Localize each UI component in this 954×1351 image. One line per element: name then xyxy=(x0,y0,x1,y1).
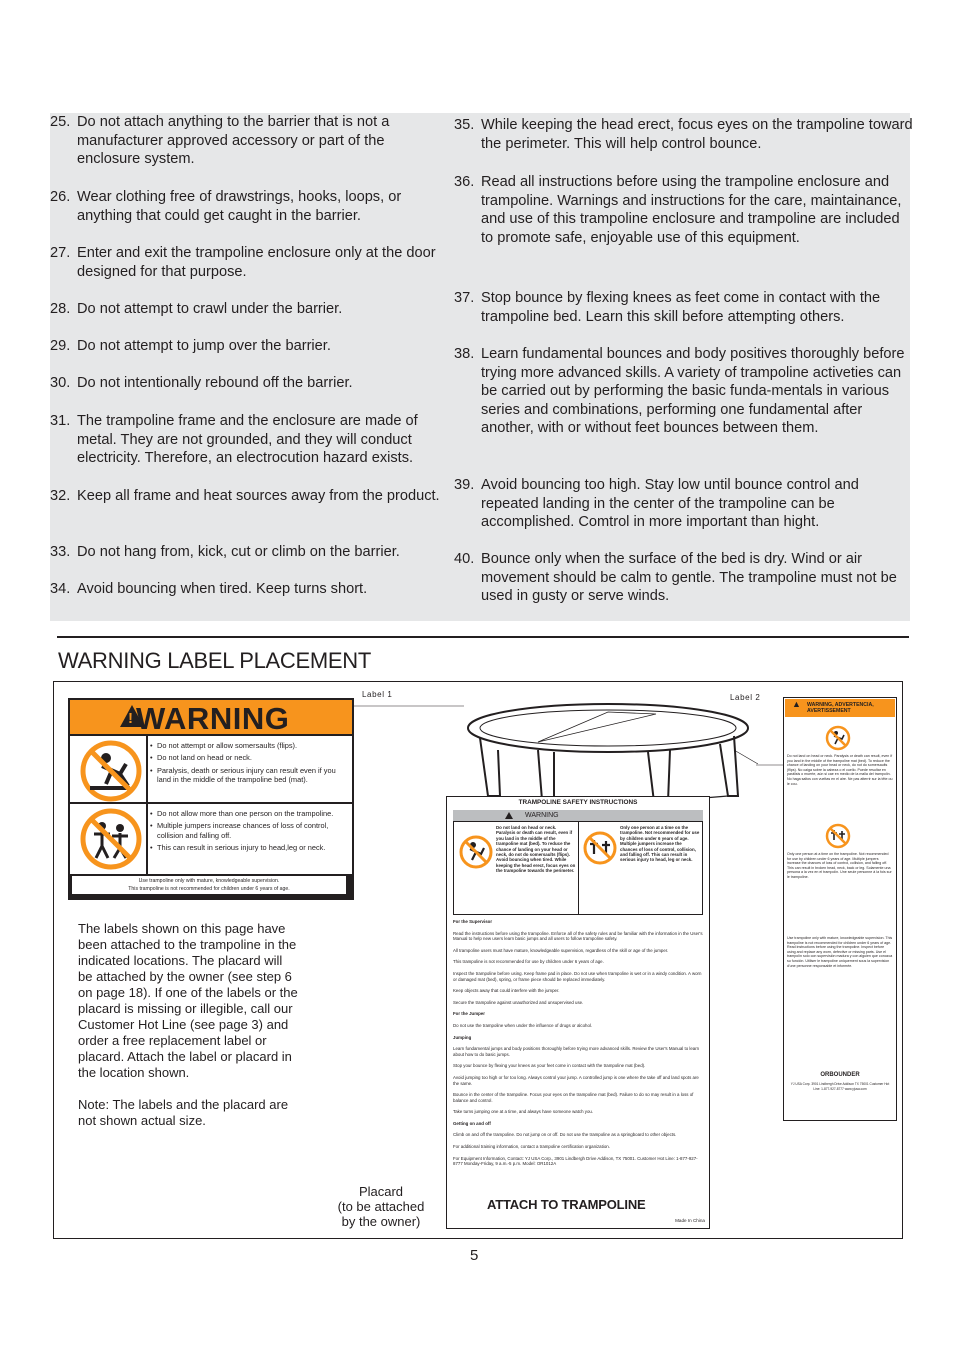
list-item: 33. Do not hang from, kick, cut or climb on the barrier. xyxy=(50,544,400,560)
placard-body: For the Supervisor Read the instructions before using the trampoline. Enforce all of the safety rules and be familiar with the information in the User's Manual to help new users learn basic jumps and all users to follow trampoline safety. All trampoline users must have mature, knowledgeable supervision, regardless of the skill or age of the jumper. This trampoline is not recommended for use by children under 6 years of age. Inspect the trampoline before using. Keep frame pad in place. Do not use when trampoline is wet or in a windy condition. A worn or damaged mat (bed), spring, or frame piece should be replaced immediately. Keep objects away that could interfere with the jumper. Secure the trampoline against unauthorized and unsupervised use. For the Jumper Do not use the trampoline when under the influence of drugs or alcohol. Jumping Learn fundamental jumps and body positions thoroughly before trying more advanced skills. Review the User's Manual to learn about how to do basic jumps. Stop your bounce by flexing your knees as your feet come in contact with the trampoline mat (bed). Avoid jumping too high or for too long. Always control your jump. A controlled jump is one where the take off and land spots are the same. Bounce in the center of the trampoline. Focus your eyes on the trampoline mat (bed). Failure to do so may result in a loss of balance and control. Take turns jumping one at a time, and always have someone watch you. Getting on and off Climb on and off the trampoline. Do not jump on or off. Do not use the trampoline as a springboard to other objects. For additional training information, contact a trampoline certification organization. For Equipment Information, Contact: YJ USA Corp., 3901 Lindbergh Drive Addison, TX 75001. Customer Hot Line: 1-877-927-8777 Monday-Friday, 9 a.m.-5 p.m. Model: OR1012A xyxy=(453,919,703,1167)
no-multiple-jumpers-icon xyxy=(76,804,146,874)
warning-label-header xyxy=(70,700,352,734)
brand-logo: ORBOUNDER xyxy=(820,1072,860,1078)
safety-placard xyxy=(446,796,710,1229)
warning-row-1 xyxy=(70,734,352,802)
page-number: 5 xyxy=(470,1247,479,1264)
warning-heading: WARNING xyxy=(136,701,290,736)
placard-right-text: Only one person at a time on the trampoline. Not recommended for use by children under 6 years of age. Multiple jumpers increase the chances of loss of control, collision, and falling off. This can result in serious injury to head, leg or neck. xyxy=(620,825,700,863)
row-divider xyxy=(146,736,148,804)
warning-triangle-icon: ▲ xyxy=(792,699,801,709)
warning-triangle-icon xyxy=(505,812,513,819)
made-in-label: Made In China xyxy=(675,1218,705,1223)
label-2-text-block: Do not land on head or neck. Paralysis or death can result, even if you land in the middle of the trampoline mat (bed). To reduce the chance of landing on your head or neck, do not do somersaults (flips). No caiga sobre la cabeza o el cuello. Puede resultar en parálisis o muerte, aún si cae en medio de la malla del trampolín. No haga saltos con vueltas en el aire. Ne pas atterrir sur la tête ou le cou. xyxy=(787,754,893,786)
list-item: 37. Stop bounce by flexing knees as feet come in contact with the trampoline bed. Learn this skill before attempting others. xyxy=(454,290,881,325)
warning-row-1-list: • Do not attempt or allow somersaults (flips). • Do not land on head or neck. • Paralysis, death or serious injury can result even if you land in the middle of the trampoline bed (mat). xyxy=(150,741,350,788)
list-item: 38. Learn fundamental bounces and body positives thoroughly before trying more advanced skills. A variety of trampoline activeties can be carried out by performing the basic funda-mentals in various series and combinations, performing one fundamental after another, with or without feet bounces between them. xyxy=(454,346,905,437)
no-somersault-icon xyxy=(824,724,852,752)
section-divider xyxy=(57,636,909,638)
list-item: 28. Do not attempt to crawl under the barrier. xyxy=(50,301,343,317)
list-item: 40. Bounce only when the surface of the bed is dry. Wind or air movement should be calm to gentle. The trampoline must not be used in gusty or serve winds. xyxy=(454,551,897,605)
list-item: 25. Do not attach anything to the barrier that is not a manufacturer approved accessory or part of the enclosure system. xyxy=(50,114,390,168)
safety-instructions-panel xyxy=(50,113,913,621)
list-item: 29. Do not attempt to jump over the barrier. xyxy=(50,338,331,354)
warning-label-2 xyxy=(783,697,897,1121)
list-item: 36. Read all instructions before using the trampoline enclosure and trampoline. Warnings and instructions for the care, maintainance, and use of this trampoline enclosure and trampoline are included to promote safe, enjoyable use of this equipment. xyxy=(454,174,902,246)
label-2-caption: Label 2 xyxy=(730,693,761,702)
exclamation-icon: ! xyxy=(128,710,133,727)
warning-row-2 xyxy=(70,802,352,874)
label-1-pointer-line xyxy=(354,700,464,712)
label-2-pointer-line xyxy=(756,762,786,768)
no-multiple-jumpers-icon xyxy=(824,822,852,850)
list-item: 27. Enter and exit the trampoline enclosure only at the door designed for that purpose. xyxy=(50,245,436,280)
no-multiple-jumpers-icon xyxy=(582,830,618,866)
brand-address: YJ USA Corp. 3901 Lindbergh Drive Addison TX 75001 Customer Hot Line: 1-877-927-8777 www.yjusa.com xyxy=(790,1082,890,1091)
label-note: The labels shown on this page have been attached to the trampoline in the indicated locations. The placard will be attached by the owner (see step 6 on page 18). If one of the labels or the placard is missing or illegible, call our Customer Hot Line (see page 3) and order a free replacement label or placard. Attach the label or placard in the location shown. Note: The labels and the placard are not shown actual size. xyxy=(78,921,298,1128)
no-somersault-icon xyxy=(458,834,494,870)
label-2-text-block: Only one person at a time on the trampoline. Not recommended for use by children under 6 years of age. Multiple jumpers increase the chances of loss of control, collision, and falling off. This can result in broken head, neck, back or leg. Solamente una persona a la vez en el trampolín. Une seule personne à la fois sur le trampoline. xyxy=(787,852,892,879)
label-1-caption: Label 1 xyxy=(362,690,393,699)
list-item: 30. Do not intentionally rebound off the barrier. xyxy=(50,375,353,391)
warning-label-2-header: ▲ WARNING, ADVERTENCIA, AVERTISSEMENT xyxy=(785,699,895,717)
placard-warning-box xyxy=(453,821,703,915)
list-item: 39. Avoid bouncing too high. Stay low until bounce control and repeated landing in the center of the trampoline can be accomplished. Comtrol in more important than hight. xyxy=(454,477,859,531)
warning-label-1 xyxy=(68,698,354,900)
no-somersault-icon xyxy=(76,736,146,806)
list-item: 34. Avoid bouncing when tired. Keep turns short. xyxy=(50,581,368,597)
list-item: 35. While keeping the head erect, focus eyes on the trampoline toward the perimeter. This will help control bounce. xyxy=(454,117,913,152)
list-item: 26. Wear clothing free of drawstrings, hooks, loops, or anything that could get caught in the barrier. xyxy=(50,189,402,224)
placard-left-text: Do not land on head or neck. Paralysis or death can result, even if you land in the middle of the trampoline mat (bed). To reduce the chance of landing on your head or neck, do not do somersaults (flips). Avoid bouncing when tired. While keeping the head erect, focus eyes on the trampoline towards the perimeter. xyxy=(496,825,576,874)
row-divider xyxy=(146,804,148,876)
label-2-text-block: Use trampoline only with mature, knowledgeable supervision. This trampoline is not recommended for children under 6 years of age. Read instructions before using the trampoline. Inspect before using and replace any worn, defective or missing parts. Use el trampolín solo con supervisión madura y con alguien que conozca su función. Utiliser le trampoline uniquement sous la supervision d'une personne responsable et informée. xyxy=(787,936,893,968)
placard-warning-bar: WARNING xyxy=(453,810,703,821)
trampoline-illustration xyxy=(458,700,758,810)
warning-label-footer: Use trampoline only with mature, knowledgeable supervision. This trampoline is not recommended for children under 6 years of age. xyxy=(70,874,352,898)
warning-row-2-list: • Do not allow more than one person on the trampoline. • Multiple jumpers increase chances of loss of control, collision and falling off. • This can result in serious injury to head,leg or neck. xyxy=(150,809,350,856)
placard-title: TRAMPOLINE SAFETY INSTRUCTIONS xyxy=(518,799,638,806)
list-item: 31. The trampoline frame and the enclosure are made of metal. They are not grounded, and they will conduct electricity. Therefore, an electrocution hazard exists. xyxy=(50,413,418,467)
attach-to-trampoline-heading: ATTACH TO TRAMPOLINE xyxy=(487,1197,646,1212)
section-title: WARNING LABEL PLACEMENT xyxy=(58,648,371,673)
list-item: 32. Keep all frame and heat sources away from the product. xyxy=(50,488,440,504)
placard-caption: Placard (to be attached by the owner) xyxy=(337,1184,425,1229)
